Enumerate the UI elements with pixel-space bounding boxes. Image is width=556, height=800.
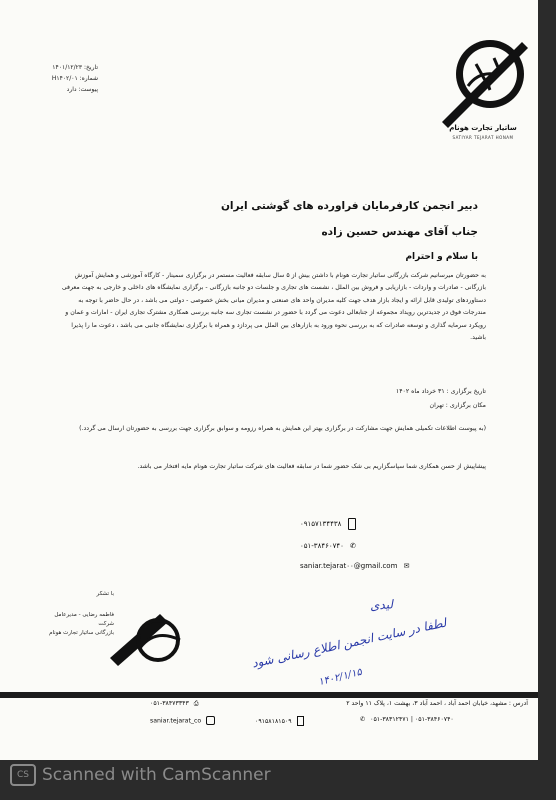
company-stamp bbox=[100, 608, 210, 678]
handwritten-note-2: لطفا در سایت انجمن اطلاع رسانی شود bbox=[250, 615, 448, 671]
instagram-icon bbox=[206, 716, 215, 725]
letter-meta bbox=[18, 62, 98, 95]
telephone-icon: ✆ bbox=[350, 542, 356, 550]
handwritten-date: ۱۴۰۲/۱/۱۵ bbox=[317, 666, 364, 689]
letter-attachment: پیوست: دارد bbox=[66, 86, 98, 93]
contact-email-row bbox=[300, 562, 410, 570]
contact-mobile-row bbox=[300, 518, 356, 530]
camscanner-icon: CS bbox=[10, 764, 36, 786]
contact-phone-row bbox=[300, 542, 356, 550]
signer-company: بازرگانی ساتیار تجارت هونام bbox=[49, 630, 114, 636]
footer-address: آدرس : مشهد، خیابان احمد آباد ، احمد آباد ۳، بهشت ۱، پلاک ۱۱ واحد ۲ bbox=[346, 700, 528, 707]
greeting: با سلام و احترام bbox=[405, 252, 478, 262]
email-icon: ✉ bbox=[403, 562, 410, 570]
recipient-title: دبیر انجمن کارفرمایان فراورده های گوشتی ایران bbox=[220, 200, 478, 212]
mobile-value: ۰۹۱۵۷۱۳۴۴۳۸ bbox=[300, 520, 342, 528]
printer-icon: ⎙ bbox=[193, 700, 199, 707]
closing-text: پیشاپیش از حسن همکاری شما سپاسگزاریم بی شک حضور شما در سابقه فعالیت های شرکت ساتیار تجارت هونام مایه افتخار می باشد. bbox=[137, 463, 486, 470]
footer-divider bbox=[0, 692, 538, 698]
signer-name: فاطمه رضایی - مدیرعامل شرکت bbox=[54, 612, 114, 627]
attachment-note: (به پیوست اطلاعات تکمیلی همایش جهت مشارکت در برگزاری بهتر این همایش به همراه رزومه و سوابق برگزاری جهت بررسی به حضورتان ارسال می گردد.) bbox=[79, 425, 486, 432]
phone-value: ۰۵۱-۳۸۴۶۰۷۴۰ bbox=[300, 542, 344, 550]
company-name: ساتیار تجارت هونام bbox=[449, 124, 517, 132]
email-value[interactable]: saniar.tejarat۰۰@gmail.com bbox=[300, 562, 398, 570]
letter-date: تاریخ: ۱۴۰۱/۱۲/۲۳ bbox=[52, 64, 98, 71]
footer-phone-left: ۰۵۱-۳۸۴۷۳۳۴۳ ⎙ bbox=[150, 700, 199, 707]
footer-phones-right: ✆ ۰۵۱-۳۸۳۱۲۴۷۱ | ۰۵۱-۳۸۴۶۰۷۴۰ bbox=[360, 716, 454, 723]
camscanner-watermark bbox=[10, 764, 271, 786]
mobile-phone-icon bbox=[348, 518, 356, 530]
handwritten-note-1: لیدی bbox=[369, 597, 394, 613]
footer-mobile: ۰۹۱۵۸۱۸۱۵۰۹ bbox=[255, 716, 304, 726]
mobile-icon bbox=[297, 716, 304, 726]
footer-website: saniar.tejarat_co bbox=[150, 716, 215, 725]
phone-icon: ✆ bbox=[360, 716, 366, 723]
letter-number: شماره: H۱۴۰۲/۰۱ bbox=[51, 75, 98, 82]
event-date: تاریخ برگزاری : ۳۱ خرداد ماه ۱۴۰۲ bbox=[395, 388, 486, 395]
camscanner-text: Scanned with CamScanner bbox=[42, 765, 271, 785]
letter-body: به حضورتان میرسانیم شرکت بازرگانی ساتیار تجارت هونام با داشتن بیش از ۵ سال سابقه فعالیت مستمر در برگزاری سمینار - کارگاه آموزشی و همایش آموزش بازرگانی - صادرات و واردات - بازاریابی و فروش بین الملل ، نشست های تجاری و جلسات دو جانبه بازرگانی - برگزاری نمایشگاه های داخلی و خارجی به جهت معرفی دستاوردهای تولیدی قابل ارائه و ایجاد بازار هدف جهت کلیه مدیران واحد های صنعتی و مدیران میانی بخش خصوصی - دولتی می باشد ، در حال حاضر با توجه به مندرجات فوق در جدیدترین رویداد مجموعه از جنابعالی دعوت می گردد با حضور در نشست تجاری سه جانبه بررسی همکاری مشترک تجاری ایران - امارات و عمان و رویکرد سرمایه گذاری و توسعه صادرات که به بررسی نحوه ورود به بازارهای بین الملل می پردازد و همراه با برگزاری نمایشگاه جانبی می باشد ، دعوت ما را پذیرا باشید. bbox=[61, 272, 486, 342]
recipient-name: جناب آقای مهندس حسین زاده bbox=[321, 226, 478, 238]
signature-salutation: با تشکر bbox=[96, 591, 114, 597]
company-latin-name: SATIYAR TEJARAT HONAM bbox=[452, 135, 514, 140]
event-place: مکان برگزاری : تهران bbox=[429, 402, 486, 409]
